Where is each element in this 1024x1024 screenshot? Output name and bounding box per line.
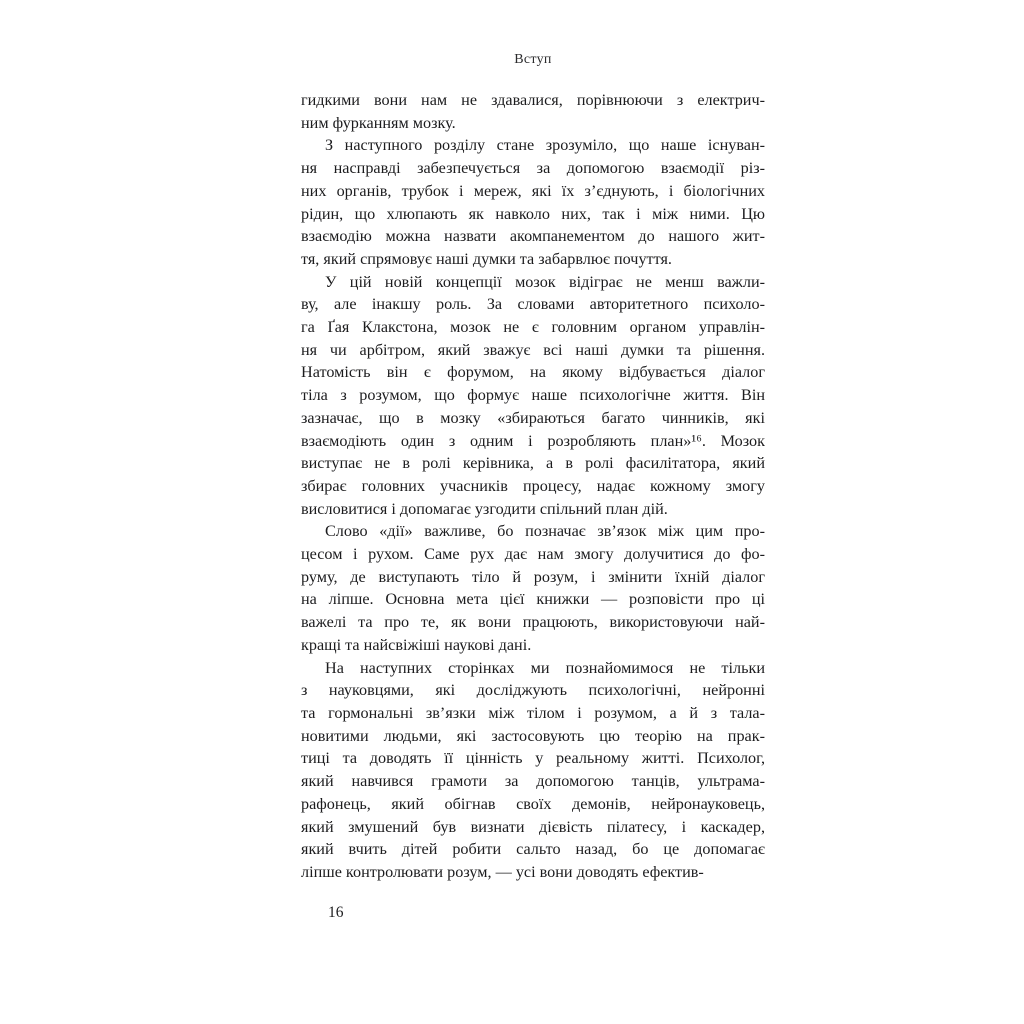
text-line: з науковцями, які досліджують психологічні, нейронні bbox=[301, 681, 765, 700]
text-line: важелі та про те, як вони працюють, використовуючи най- bbox=[301, 613, 765, 632]
text-line: ліпше контролювати розум, — усі вони доводять ефектив- bbox=[301, 862, 704, 881]
text-line: який змушений був визнати дієвість пілатесу, і каскадер, bbox=[301, 817, 765, 836]
text-line: зазначає, що в мозку «збираються багато чинників, які bbox=[301, 408, 765, 427]
text-line: рідин, що хлюпають як навколо них, так і між ними. Цю bbox=[301, 204, 765, 223]
text-line: ним фурканням мозку. bbox=[301, 113, 456, 132]
text-line: який вчить дітей робити сальто назад, бо це допомагає bbox=[301, 840, 765, 859]
text-line: тя, який спрямовує наші думки та забарвлює почуття. bbox=[301, 249, 672, 268]
text-line: виступає не в ролі керівника, а в ролі фасилітатора, який bbox=[301, 454, 765, 473]
text-line: та гормональні зв’язки між тілом і розумом, а й з тала- bbox=[301, 703, 765, 722]
running-head: Вступ bbox=[514, 52, 552, 67]
text-line: ня насправді забезпечується за допомогою взаємодії різ- bbox=[301, 159, 765, 178]
text-line: Слово «дії» важливе, бо позначає зв’язок між цим про- bbox=[325, 522, 765, 541]
text-line: га Ґая Клакстона, мозок не є головним органом управлін- bbox=[301, 318, 765, 337]
text-line: тіла з розумом, що формує наше психологічне життя. Він bbox=[301, 386, 765, 405]
text-line: який навчився грамоти за допомогою танців, ультрама- bbox=[301, 772, 765, 791]
text-line: гидкими вони нам не здавалися, порівнюючи з електрич- bbox=[301, 91, 765, 109]
text-line: збирає головних учасників процесу, надає кожному змогу bbox=[301, 476, 765, 495]
text-line: цесом і рухом. Саме рух дає нам змогу долучитися до фо- bbox=[301, 545, 765, 564]
text-line: новитими людьми, які застосовують цю теорію на прак- bbox=[301, 726, 765, 745]
text-line: руму, де виступають тіло й розум, і змінити їхній діалог bbox=[301, 567, 765, 586]
text-line: них органів, трубок і мереж, які їх з’єднують, і біологічних bbox=[301, 181, 765, 200]
text-line: тиці та доводять її цінність у реальному житті. Психолог, bbox=[301, 749, 765, 768]
text-line: на ліпше. Основна мета цієї книжки — розповісти про ці bbox=[301, 590, 765, 609]
body-text bbox=[301, 89, 765, 884]
page-number: 16 bbox=[328, 904, 344, 921]
text-line: взаємодію можна назвати акомпанементом до нашого жит- bbox=[301, 227, 765, 246]
text-line: кращі та найсвіжіші наукові дані. bbox=[301, 635, 532, 654]
text-line: У цій новій концепції мозок відіграє не менш важли- bbox=[325, 272, 765, 291]
text-line: висловитися і допомагає узгодити спільний план дій. bbox=[301, 499, 668, 518]
text-line: ня чи арбітром, який зважує всі наші думки та рішення. bbox=[301, 340, 765, 359]
text-line: З наступного розділу стане зрозуміло, що наше існуван- bbox=[325, 136, 765, 155]
text-line: На наступних сторінках ми познайомимося не тільки bbox=[325, 658, 765, 677]
text-line: рафонець, який обігнав своїх демонів, нейронауковець, bbox=[301, 794, 765, 813]
text-line: взаємодіють один з одним і розробляють план»¹⁶. Мозок bbox=[301, 431, 765, 450]
text-line: Натомість він є форумом, на якому відбувається діалог bbox=[301, 363, 765, 382]
text-line: ву, але інакшу роль. За словами авторитетного психоло- bbox=[301, 295, 765, 314]
